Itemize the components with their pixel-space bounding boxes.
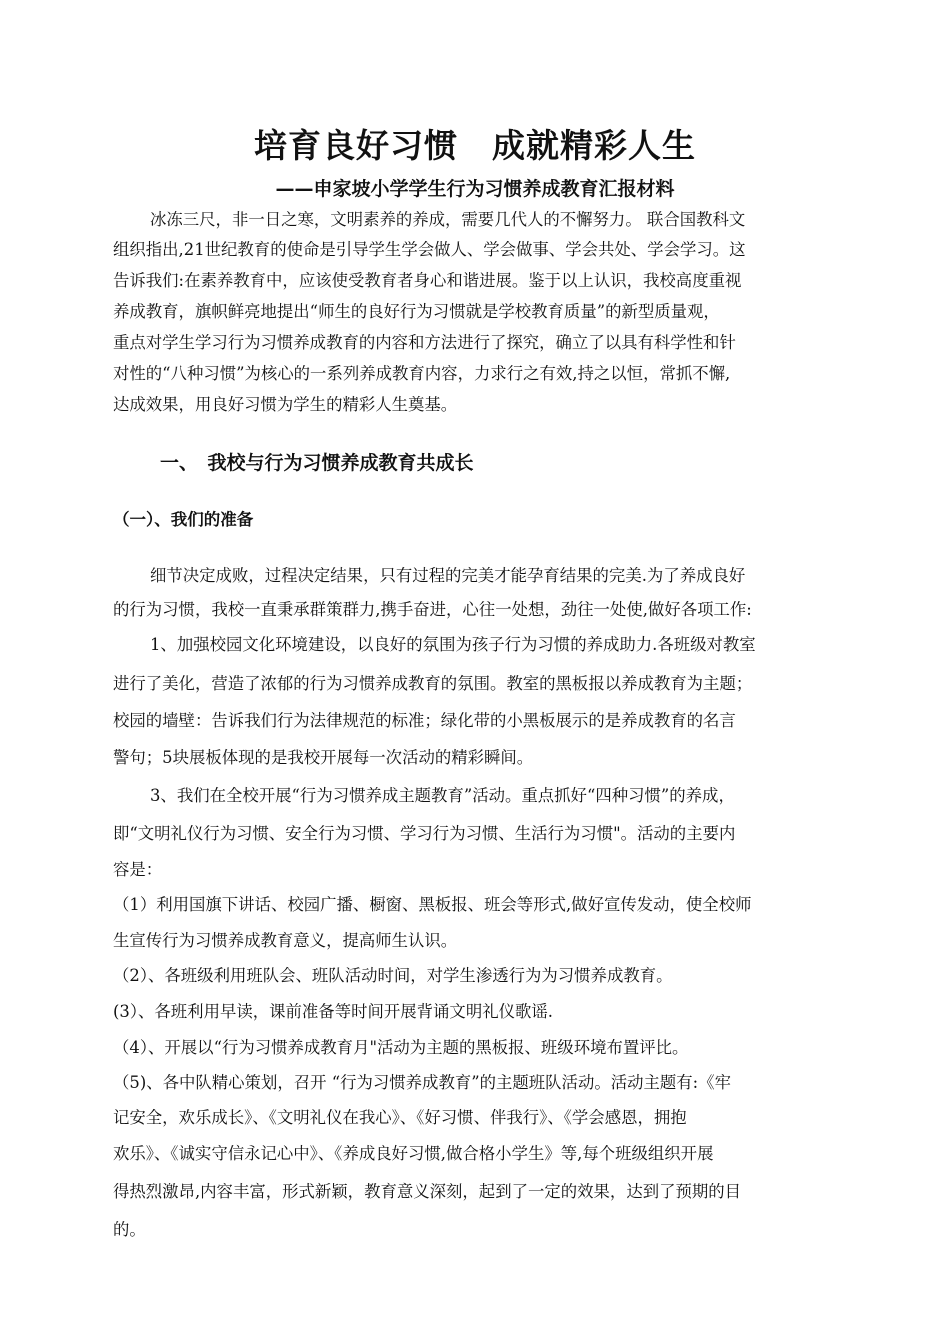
document-title: 培育良好习惯 成就精彩人生 <box>254 126 696 165</box>
body-line: （2）、各班级利用班队会、班队活动时间，对学生渗透行为为习惯养成教育。 <box>113 966 673 985</box>
body-line: 生宣传行为习惯养成教育意义，提高师生认识。 <box>113 931 458 950</box>
intro-line: 告诉我们:在素养教育中，应该使受教育者身心和谐进展。鉴于以上认识，我校高度重视 <box>113 271 742 290</box>
body-line: 3、我们在全校开展“行为习惯养成主题教育”活动。重点抓好“四种习惯”的养成， <box>150 786 735 805</box>
body-line: 的行为习惯，我校一直秉承群策群力,携手奋进，心往一处想，劲往一处使,做好各项工作: <box>113 600 752 619</box>
subsection-heading: （一）、我们的准备 <box>113 510 254 529</box>
intro-line: 重点对学生学习行为习惯养成教育的内容和方法进行了探究，确立了以具有科学性和针 <box>113 333 736 352</box>
intro-line: 养成教育，旗帜鲜亮地提出“师生的良好行为习惯就是学校教育质量”的新型质量观， <box>113 302 720 321</box>
body-line: （5)、各中队精心策划，召开 “行为习惯养成教育”的主题班队活动。活动主题有:《牢 <box>113 1073 731 1092</box>
body-line: 欢乐》、《诚实守信永记心中》、《养成良好习惯,做合格小学生》等,每个班级组织开展 <box>113 1144 714 1163</box>
document-subtitle: ——申家坡小学学生行为习惯养成教育汇报材料 <box>275 178 675 200</box>
body-line: 进行了美化，营造了浓郁的行为习惯养成教育的氛围。教室的黑板报以养成教育为主题； <box>113 674 753 693</box>
body-line: 细节决定成败，过程决定结果，只有过程的完美才能孕育结果的完美.为了养成良好 <box>150 566 746 585</box>
body-line: （1）利用国旗下讲话、校园广播、橱窗、黑板报、班会等形式,做好宣传发动，使全校师 <box>113 895 752 914</box>
body-line: 记安全，欢乐成长》、《文明礼仪在我心》、《好习惯、伴我行》、《学会感恩，拥抱 <box>113 1108 687 1127</box>
intro-line: 对性的“八种习惯”为核心的一系列养成教育内容，力求行之有效,持之以恒，常抓不懈, <box>113 364 731 383</box>
intro-line: 达成效果，用良好习惯为学生的精彩人生奠基。 <box>113 395 458 414</box>
intro-line: 组织指出,21世纪教育的使命是引导学生学会做人、学会做事、学会共处、学会学习。这 <box>113 240 746 259</box>
body-line: （4）、开展以“行为习惯养成教育月"活动为主题的黑板报、班级环境布置评比。 <box>113 1038 689 1057</box>
body-line: 1、加强校园文化环境建设，以良好的氛围为孩子行为习惯的养成助力.各班级对教室 <box>150 635 756 654</box>
body-line: 校园的墙壁：告诉我们行为法律规范的标准；绿化带的小黑板展示的是养成教育的名言 <box>113 711 736 730</box>
body-line: 的。 <box>113 1220 146 1239</box>
body-line: 即“文明礼仪行为习惯、安全行为习惯、学习行为习惯、生活行为习惯"。活动的主要内 <box>113 824 736 843</box>
body-line: (3）、各班利用早读，课前准备等时间开展背诵文明礼仪歌谣. <box>113 1002 553 1021</box>
body-line: 警句；5块展板体现的是我校开展每一次活动的精彩瞬间。 <box>113 748 534 767</box>
body-line: 容是： <box>113 860 163 879</box>
intro-line: 冰冻三尺，非一日之寒，文明素养的养成，需要几代人的不懈努力。 联合国教科文 <box>150 210 746 229</box>
section-heading: 一、 我校与行为习惯养成教育共成长 <box>160 452 474 474</box>
body-line: 得热烈激昂,内容丰富，形式新颖，教育意义深刻，起到了一定的效果，达到了预期的目 <box>113 1182 742 1201</box>
